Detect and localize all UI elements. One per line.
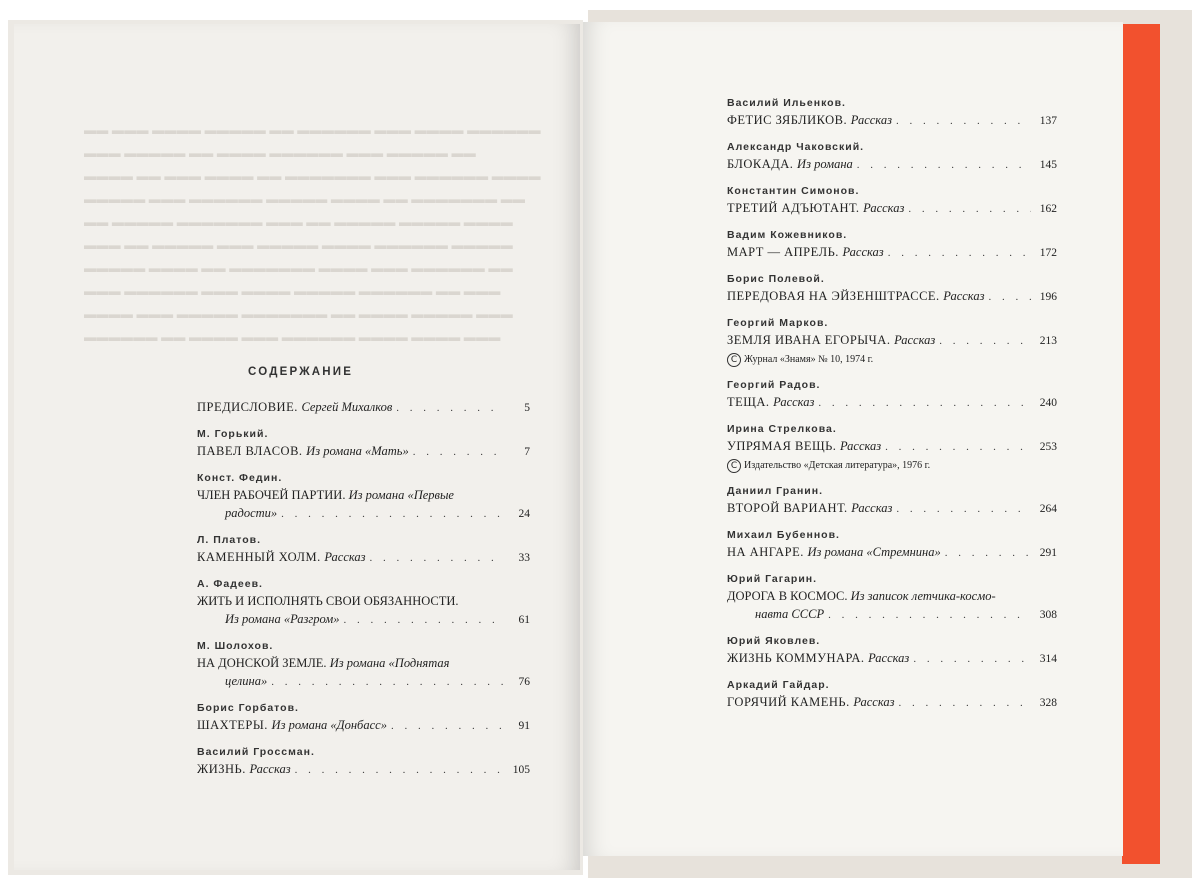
dot-leader [913, 650, 1031, 668]
work-subtitle: Из романа «Стремнина» [807, 545, 941, 559]
work-subtitle: Из романа «Донбасс» [271, 718, 387, 732]
dot-leader [281, 505, 504, 523]
toc-line [727, 393, 1057, 412]
toc-entry [197, 576, 530, 629]
dot-leader [818, 394, 1031, 412]
dot-leader [888, 244, 1031, 262]
work-subtitle: Рассказ [868, 651, 910, 665]
dot-leader [344, 611, 504, 629]
work-subtitle: Из романа «Мать» [306, 444, 409, 458]
author-name: Борис Полевой. [727, 273, 825, 285]
work-subtitle: Рассказ [943, 289, 985, 303]
work-subtitle-cont: целина» [225, 674, 268, 688]
dot-leader [271, 673, 504, 691]
page-number: 253 [1039, 441, 1057, 453]
work-subtitle: Рассказ [850, 113, 892, 127]
toc-line [727, 499, 1057, 518]
work-subtitle: Рассказ [773, 395, 815, 409]
work-subtitle: Из записок летчика-космо- [850, 589, 996, 603]
author-name: М. Шолохов. [197, 640, 274, 652]
dot-leader [885, 438, 1031, 456]
toc-line [727, 155, 1057, 174]
toc-entry [197, 532, 530, 567]
work-subtitle-cont: радости» [225, 506, 278, 520]
page-number: 328 [1039, 697, 1057, 709]
dot-leader [988, 288, 1031, 306]
work-subtitle: Рассказ [840, 439, 882, 453]
work-subtitle: Рассказ [324, 550, 366, 564]
dot-leader [396, 399, 504, 417]
work-title: МАРТ — АПРЕЛЬ. [727, 245, 839, 259]
toc-line [727, 437, 1057, 456]
toc-entry [727, 183, 1057, 218]
page-number: 76 [518, 676, 530, 688]
work-subtitle-cont: Из романа «Разгром» [225, 612, 340, 626]
author-name: Даниил Гранин. [727, 485, 824, 497]
work-title: ЗЕМЛЯ ИВАНА ЕГОРЫЧА. [727, 333, 891, 347]
page-number: 105 [512, 764, 530, 776]
work-title: КАМЕННЫЙ ХОЛМ. [197, 550, 321, 564]
work-subtitle: Из романа [797, 157, 853, 171]
dot-leader [896, 112, 1031, 130]
toc-line [197, 654, 530, 672]
work-title: ВТОРОЙ ВАРИАНТ. [727, 501, 848, 515]
page-number: 314 [1039, 653, 1057, 665]
toc-line [727, 649, 1057, 668]
work-title: ПАВЕЛ ВЛАСОВ. [197, 444, 303, 458]
dot-leader [945, 544, 1031, 562]
work-title: БЛОКАДА. [727, 157, 794, 171]
toc-entry [197, 470, 530, 523]
author-name: Борис Горбатов. [197, 702, 299, 714]
work-subtitle: Рассказ [853, 695, 895, 709]
dot-leader [391, 717, 504, 735]
copyright-icon: C [727, 353, 741, 367]
author-name: Михаил Бубеннов. [727, 529, 840, 541]
toc-entry [727, 633, 1057, 668]
toc-line [197, 504, 530, 523]
toc-line [727, 605, 1057, 624]
author-name: Л. Платов. [197, 534, 262, 546]
dot-leader [828, 606, 1031, 624]
author-name: Вадим Кожевников. [727, 229, 848, 241]
page-number: 24 [518, 508, 530, 520]
toc-line [727, 287, 1057, 306]
dot-leader [370, 549, 504, 567]
author-name: М. Горький. [197, 428, 269, 440]
toc-entry [727, 227, 1057, 262]
dot-leader [896, 500, 1031, 518]
work-title: УПРЯМАЯ ВЕЩЬ. [727, 439, 837, 453]
toc-line [727, 543, 1057, 562]
toc-entry [727, 139, 1057, 174]
toc-entry [197, 638, 530, 691]
copyright-icon: C [727, 459, 741, 473]
toc-line [727, 243, 1057, 262]
work-subtitle: Сергей Михалков [301, 400, 393, 414]
toc-line [197, 672, 530, 691]
copyright-text: Журнал «Знамя» № 10, 1974 г. [744, 354, 874, 365]
toc-left-column [197, 398, 530, 788]
work-subtitle: Из романа «Поднятая [329, 656, 450, 670]
work-title: ТЕЩА. [727, 395, 770, 409]
work-subtitle: Из романа «Первые [348, 488, 454, 502]
toc-entry [197, 426, 530, 461]
page-number: 5 [524, 402, 530, 414]
work-subtitle-cont: навта СССР [755, 607, 825, 621]
author-name: Конст. Федин. [197, 472, 283, 484]
dot-leader [939, 332, 1031, 350]
toc-entry [727, 315, 1057, 368]
toc-entry [727, 271, 1057, 306]
work-title: ЧЛЕН РАБОЧЕЙ ПАРТИИ. [197, 488, 346, 502]
toc-entry [727, 483, 1057, 518]
work-title: ГОРЯЧИЙ КАМЕНЬ. [727, 695, 850, 709]
work-subtitle: Рассказ [249, 762, 291, 776]
page-number: 145 [1039, 159, 1057, 171]
author-name: Ирина Стрелкова. [727, 423, 837, 435]
work-title: ПЕРЕДОВАЯ НА ЭЙЗЕНШТРАССЕ. [727, 289, 940, 303]
work-title: ЖИЗНЬ. [197, 762, 246, 776]
author-name: Георгий Марков. [727, 317, 829, 329]
page-number: 91 [518, 720, 530, 732]
toc-entry [727, 527, 1057, 562]
toc-line [197, 442, 530, 461]
toc-entry [727, 571, 1057, 624]
dot-leader [899, 694, 1032, 712]
author-name: Юрий Гагарин. [727, 573, 818, 585]
work-title: ФЕТИС ЗЯБЛИКОВ. [727, 113, 848, 127]
author-name: Константин Симонов. [727, 185, 860, 197]
toc-line [197, 548, 530, 567]
toc-right-column [727, 95, 1057, 721]
toc-line [727, 693, 1057, 712]
toc-entry [197, 744, 530, 779]
toc-line [197, 486, 530, 504]
work-title: ШАХТЕРЫ. [197, 718, 268, 732]
dot-leader [413, 443, 504, 461]
author-name: Александр Чаковский. [727, 141, 865, 153]
page-number: 264 [1039, 503, 1057, 515]
toc-line [727, 331, 1057, 350]
work-subtitle: Рассказ [894, 333, 936, 347]
page-number: 137 [1039, 115, 1057, 127]
author-name: Юрий Яковлев. [727, 635, 821, 647]
dot-leader [295, 761, 504, 779]
page-number: 291 [1039, 547, 1057, 559]
author-name: А. Фадеев. [197, 578, 263, 590]
page-number: 172 [1039, 247, 1057, 259]
page-number: 213 [1039, 335, 1057, 347]
toc-entry [727, 421, 1057, 474]
page-number: 196 [1039, 291, 1057, 303]
work-title: ТРЕТИЙ АДЪЮТАНТ. [727, 201, 860, 215]
toc-title: СОДЕРЖАНИЕ [248, 366, 354, 378]
page-number: 7 [524, 446, 530, 458]
work-title: ПРЕДИСЛОВИЕ. [197, 400, 298, 414]
author-name: Георгий Радов. [727, 379, 821, 391]
dot-leader [908, 200, 1031, 218]
toc-line [197, 716, 530, 735]
dot-leader [857, 156, 1031, 174]
work-title: ЖИТЬ И ИСПОЛНЯТЬ СВОИ ОБЯЗАННОСТИ. [197, 594, 459, 608]
work-title: ЖИЗНЬ КОММУНАРА. [727, 651, 865, 665]
page-number: 33 [518, 552, 530, 564]
page-number: 308 [1039, 609, 1057, 621]
author-name: Василий Гроссман. [197, 746, 315, 758]
toc-line [727, 111, 1057, 130]
toc-line [197, 398, 530, 417]
page-number: 240 [1039, 397, 1057, 409]
copyright-text: Издательство «Детская литература», 1976 г. [744, 460, 931, 471]
page-number: 61 [518, 614, 530, 626]
orange-endpaper-strip [1122, 24, 1160, 864]
work-subtitle: Рассказ [842, 245, 884, 259]
toc-entry [197, 398, 530, 417]
toc-line [727, 587, 1057, 605]
work-title: НА АНГАРЕ. [727, 545, 804, 559]
toc-line [197, 610, 530, 629]
toc-line [197, 760, 530, 779]
author-name: Аркадий Гайдар. [727, 679, 830, 691]
toc-line [727, 199, 1057, 218]
toc-entry [727, 677, 1057, 712]
copyright-note [727, 458, 1057, 474]
author-name: Василий Ильенков. [727, 97, 846, 109]
page-number: 162 [1039, 203, 1057, 215]
copyright-note [727, 352, 1057, 368]
toc-entry [727, 377, 1057, 412]
show-through-text: ▬▬ ▬▬▬ ▬▬▬▬ ▬▬▬▬▬ ▬▬ ▬▬▬▬▬▬ ▬▬▬ ▬▬▬▬ ▬▬▬▬▬▬ ▬▬▬ ▬▬▬▬▬ ▬▬ ▬▬▬▬ ▬▬▬▬▬▬ ▬▬▬ ▬▬▬▬▬ ▬▬ ▬▬▬▬ ▬▬ ▬▬▬ ▬▬▬▬ ▬▬ ▬▬▬▬▬▬▬ ▬▬▬ ▬▬▬▬▬▬ ▬▬▬▬ ▬▬▬▬▬ ▬▬▬ ▬▬▬▬▬▬ ▬▬▬▬▬ ▬▬▬▬ ▬▬ ▬▬▬▬▬▬▬ ▬▬ ▬▬ ▬▬▬▬▬ ▬▬▬▬▬▬▬ ▬▬▬ ▬▬ ▬▬▬▬▬ ▬▬▬▬▬ ▬▬▬▬ ▬▬▬ ▬▬ ▬▬▬▬▬ ▬▬▬ ▬▬▬▬▬ ▬▬▬▬ ▬▬▬▬▬▬ ▬▬▬▬▬ ▬▬▬▬▬ ▬▬▬▬ ▬▬ ▬▬▬▬▬▬▬ ▬▬▬▬ ▬▬▬ ▬▬▬▬▬▬ ▬▬ ▬▬▬ ▬▬▬▬▬▬ ▬▬▬ ▬▬▬▬ ▬▬▬▬▬ ▬▬▬▬▬▬ ▬▬ ▬▬▬ ▬▬▬▬ ▬▬▬ ▬▬▬▬▬ ▬▬▬▬▬▬▬ ▬▬ ▬▬▬▬ ▬▬▬▬▬ ▬▬▬ ▬▬▬▬▬▬ ▬▬ ▬▬▬▬ ▬▬▬ ▬▬▬▬▬▬ ▬▬▬▬ ▬▬▬▬ ▬▬▬ [84, 123, 541, 344]
toc-entry [727, 95, 1057, 130]
toc-line [197, 592, 530, 610]
toc-entry [197, 700, 530, 735]
work-title: ДОРОГА В КОСМОС. [727, 589, 848, 603]
work-subtitle: Рассказ [863, 201, 905, 215]
work-title: НА ДОНСКОЙ ЗЕМЛЕ. [197, 656, 327, 670]
work-subtitle: Рассказ [851, 501, 893, 515]
